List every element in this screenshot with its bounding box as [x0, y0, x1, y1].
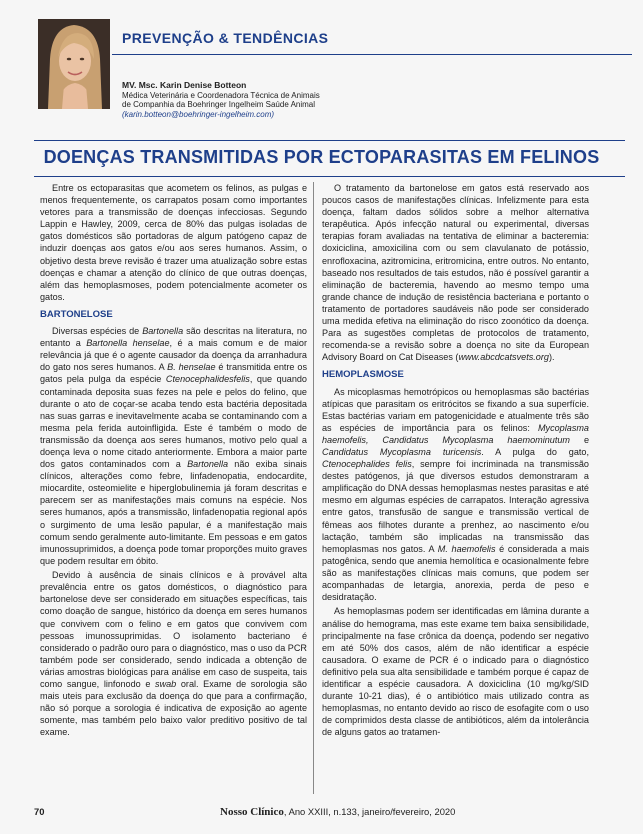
page-footer — [34, 806, 625, 817]
paragraph: Entre os ectoparasitas que acometem os felinos, as pulgas e menos frequentemente, os carrapatos posam como importantes vetores para a transmissão de doenças infecciosas. Segundo Lappin e Hawley, 2009, cerca de 80% das pulgas isoladas de gatos domésticos são portadoras de algum patógeno capaz de induzir doenças aos gatos e/ou aos seres humanos. Assim, o objetivo desta breve revisão é trazer uma atualização sobre estas doenças e chamar a atenção do clínico de que outras doenças, além das hemoplasmoses, podem potencialmente acometer os gatos. — [40, 183, 307, 302]
section-heading: PREVENÇÃO & TENDÊNCIAS — [122, 30, 329, 46]
title-rule-top — [34, 140, 625, 141]
author-block — [122, 81, 542, 119]
journal-name: Nosso Clínico — [220, 806, 284, 818]
left-column — [40, 182, 307, 741]
page-number: 70 — [34, 806, 45, 817]
right-column — [322, 182, 589, 741]
issue-info: , Ano XXIII, n.133, janeiro/fevereiro, 2020 — [283, 806, 456, 817]
paragraph: As hemoplasmas podem ser identificadas em lâmina durante a análise do hemograma, mas este exame tem baixa sensibilidade, principalmente na fase crônica da doença, podendo ser negativo em até 50% dos casos, além de não identificar a espécie causadora. O exame de PCR é o indicado para o diagnóstico definitivo pela sua alta sensibilidade e também porque é capaz de identificar a espécie causadora. A doxiciclina (10 mg/kg/SID durante 10-21 dias), é o antibiótico mais utilizado contra as hemoplasmas, no entanto devido ao risco de esofagite com o uso de comprimidos desta classe de antibióticos, além da intolerância de alguns gatos ao tratamen- — [322, 606, 589, 738]
author-role-line-1: Médica Veterinária e Coordenadora Técnica de Animais — [122, 90, 320, 100]
paragraph: O tratamento da bartonelose em gatos está reservado aos poucos casos de manifestações clínicas. Infelizmente para esta doença, faltam dados sólidos sobre a melhor alternativa terapêutica. Após infecção natural ou experimental, diversas terapias foram avaliadas na tentativa de eliminar a bacteremia: doxiciclina, amoxicilina com ou sem clavulanato de potássio, enrofloxacina, azitromicina, eritromicina, entre outros. No entanto, baseado nos resultados de tais estudos, não é possível garantir a eliminação de bacteremia, havendo ao mesmo tempo uma grande chance de indução de resistência bacteriana e portanto o tratamento de portadores saudáveis não pode ser considerado uma medida efetiva na eliminação do risco zoonótico da doença. Para as sugestões completas de protocolos de tratamento, recomenda-se a revisão sobre a doença no site da European Advisory Board on Cat Diseases (www.abcdcatsvets.org). — [322, 183, 589, 363]
author-name: MV. Msc. Karin Denise Botteon — [122, 80, 247, 90]
paragraph: As micoplasmas hemotrópicos ou hemoplasmas são bactérias atípicas que parasitam os eritrócitos se fixando a sua superfície. Estas bactérias variam em patogenicidade e atualmente três são as espécies de importância para os felinos: Mycoplasma haemofelis, Candidatus Mycoplasma haemominutum e Candidatus Mycoplasma turicensis. A pulga do gato, Ctenocephalides felis, sempre foi incriminada na transmissão destes patógenos, já que diversos estudos demonstraram a amplificação do DNA dessas hemoplasmas nestes parasitas e até mesmo em algumas espécies de carrapatos. Interação agressiva entre gatos, transfusão de sangue e transmissão vertical de fêmeas aos filhotes durante a prenhez, ao nascimento e/ou lactação, também são implicadas na transmissão das hemoplasmas nos gatos. A M. haemofelis é considerada a mais patogênica, sendo que anemia hemolítica e ocasionalmente febre são as manifestações clínicas mais comuns, que podem ser acompanhadas de letargia, anorexia, perda de peso e desidratação. — [322, 386, 590, 603]
subheading-bartonelose: BARTONELOSE — [40, 308, 113, 320]
footer-citation — [220, 806, 455, 818]
subheading-hemoplasmose: HEMOPLASMOSE — [322, 369, 404, 381]
author-email[interactable]: (karin.botteon@boehringer-ingelheim.com) — [122, 109, 275, 119]
author-photo — [38, 19, 110, 109]
author-portrait-image — [38, 19, 110, 109]
paragraph: Devido à ausência de sinais clínicos e à provável alta prevalência entre os gatos domésticos, o diagnóstico para bartonelose deve ser considerado em situações específicas, tais como doação de sangue, histórico da doença em seres humanos que convivem com o felino e em gatos que convivem com pessoas imunossuprimidas. O isolamento bacteriano é considerado o padrão ouro para o diagnóstico, mas o uso da PCR também pode ser considerado, sendo indicada a obtenção de várias amostras biológicas para análise em caso de suspeita, tais como sangue, linfonodo e swab oral. Exame de sorologia são mais uteis para exclusão da doença do que para a confirmação, não só porque a sorologia é indicativa de exposição ao agente somente, mas também pelo baixo valor preditivo positivo de tal exame. — [40, 570, 307, 738]
author-role-line-2: de Companhia da Boehringer Ingelheim Saúde Animal — [122, 100, 316, 110]
paragraph: Diversas espécies de Bartonella são descritas na literatura, no entanto a Bartonella henselae, é a mais comum e de maior relevância já que é o agente causador da doença da arranhadura do gato nos seres humanos. A B. henselae é transmitida entre os gatos pela pulga da espécie Ctenocephalidesfelis, que quando contaminada deposita suas fezes na pele e pelos do felino, que durante o ato de coçar-se acaba tendo esta bactéria depositada nas suas garras e inevitavelmente acaba se contaminando com a mesma pela ferida autoinfligida. Este é também o modo de transmissão da doença aos seres humanos, motivo pelo qual a doença leva o nome citado anteriormente. Embora a maior parte dos gatos contaminados com a Bartonella não exiba sinais clínicos, alterações como febre, linfadenopatia, endocardite, miocardite, osteomielite e hiperglobulinemia já foram descritas e parecem ser as manifestações mais comuns na espécie. Nos seres humanos, após a transmissão, linfadenopatia regional após o surgimento de uma lesão papular, é a manifestação mais comum sendo geralmente auto-limitante. Em pessoas e em gatos imunossuprimidos, a doença pode tomar proporções muito graves que podem resultar em óbito. — [40, 326, 307, 566]
column-divider — [313, 182, 314, 794]
article-title: DOENÇAS TRANSMITIDAS POR ECTOPARASITAS EM FELINOS — [43, 147, 600, 167]
header-rule — [112, 54, 632, 55]
title-rule-bottom — [34, 176, 625, 177]
